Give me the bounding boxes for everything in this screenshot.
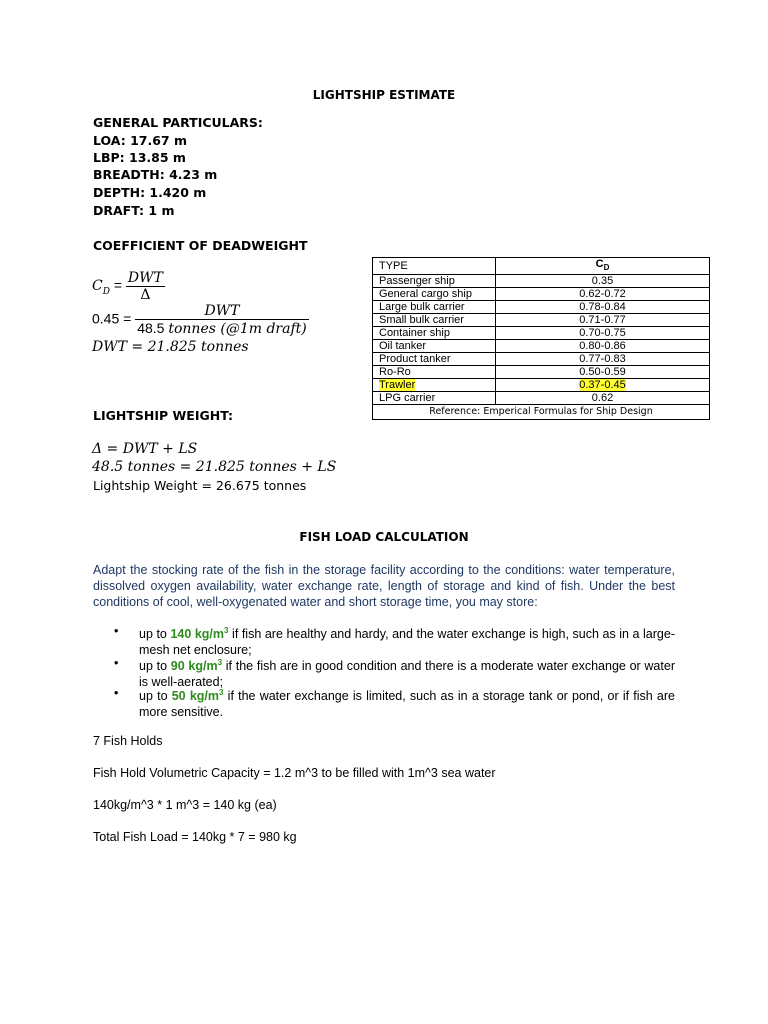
ship-type-cell: Container ship bbox=[373, 327, 496, 340]
bullet-icon: • bbox=[114, 686, 119, 700]
list-item bbox=[93, 623, 675, 658]
table-row bbox=[373, 288, 710, 301]
breadth-line: BREADTH: 4.23 m bbox=[93, 167, 218, 182]
ship-type-cell: General cargo ship bbox=[373, 288, 496, 301]
cd-value-cell: 0.78-0.84 bbox=[496, 301, 710, 314]
page-title: LIGHTSHIP ESTIMATE bbox=[312, 88, 456, 102]
cd-value-cell: 0.62 bbox=[496, 392, 710, 405]
cd-denominator: Δ bbox=[126, 286, 165, 303]
depth-line: DEPTH: 1.420 m bbox=[93, 185, 207, 200]
table-row bbox=[373, 301, 710, 314]
dwt-formula: 0.45 = $\frac{\text{DWT}}{\text{48.5 tonnes (@1m draft)}}$ bbox=[92, 303, 307, 337]
highlighted-text: Trawler bbox=[379, 379, 416, 392]
cd-value-cell: 0.80-0.86 bbox=[496, 340, 710, 353]
cd-value-cell: 0.70-0.75 bbox=[496, 327, 710, 340]
cd-header: $C_D$ bbox=[496, 258, 710, 275]
ship-type-cell: Product tanker bbox=[373, 353, 496, 366]
highlighted-text: 0.37-0.45 bbox=[579, 379, 626, 392]
dwt-denominator: 48.5 tonnes (@1m draft) bbox=[137, 320, 307, 337]
reference-row bbox=[373, 405, 710, 420]
stocking-rate-value: 140 $kg/m^3$ bbox=[170, 626, 229, 642]
bullet-icon: • bbox=[114, 656, 119, 670]
cd-value-cell bbox=[496, 379, 710, 392]
table-row bbox=[373, 314, 710, 327]
cd-value-cell: 0.77-0.83 bbox=[496, 353, 710, 366]
table-row bbox=[373, 379, 710, 392]
cd-value-cell: 0.50-0.59 bbox=[496, 366, 710, 379]
stocking-rate-value: 90 $kg/m^3$ bbox=[170, 658, 223, 674]
lightship-formula: Δ = DWT + LS bbox=[92, 441, 198, 457]
table-row bbox=[373, 275, 710, 288]
table-header-row bbox=[373, 258, 710, 275]
fish-intro-paragraph: Adapt the stocking rate of the fish in the storage facility according to the conditions: water temperature, dissolved oxygen availability, water exchange rate, length of storage and kind of fish. Under the best conditions of cool, well-oxygenated water and short storage time, you may store: bbox=[93, 563, 675, 609]
ship-type-cell: Oil tanker bbox=[373, 340, 496, 353]
dwt-fraction bbox=[135, 303, 309, 337]
cd-symbol: $C_D$ bbox=[92, 278, 110, 297]
fish-holds-line: 7 Fish Holds bbox=[93, 734, 163, 748]
ship-type-cell: Ro-Ro bbox=[373, 366, 496, 379]
cd-numerator: DWT bbox=[127, 270, 163, 286]
lightship-equation: 48.5 tonnes = 21.825 tonnes + LS bbox=[92, 459, 337, 475]
lbp-line: LBP: 13.85 m bbox=[93, 150, 186, 165]
table-reference: Reference: Emperical Formulas for Ship Design bbox=[373, 405, 710, 420]
cd-value-cell: 0.71-0.77 bbox=[496, 314, 710, 327]
cd-formula: $C_D$ = $\frac{\text{DWT}}{\Delta}$ bbox=[92, 270, 163, 303]
lightship-heading: LIGHTSHIP WEIGHT: bbox=[93, 408, 234, 423]
lightship-result: Lightship Weight = 26.675 tonnes bbox=[93, 478, 307, 493]
table-row bbox=[373, 392, 710, 405]
type-header: TYPE bbox=[373, 258, 496, 275]
hold-capacity-line: Fish Hold Volumetric Capacity = 1.2 m^3 to be filled with 1m^3 sea water bbox=[93, 766, 496, 780]
ship-type-cell: Passenger ship bbox=[373, 275, 496, 288]
ship-type-cell: Large bulk carrier bbox=[373, 301, 496, 314]
cd-value-cell: 0.35 bbox=[496, 275, 710, 288]
list-item bbox=[93, 685, 675, 720]
fish-load-heading: FISH LOAD CALCULATION bbox=[299, 530, 469, 544]
dwt-result: DWT = 21.825 tonnes bbox=[92, 339, 249, 355]
stocking-rate-value: 50 $kg/m^3$ bbox=[171, 688, 224, 704]
total-fish-load-line: Total Fish Load = 140kg * 7 = 980 kg bbox=[93, 830, 297, 844]
per-hold-load-line: 140kg/m^3 * 1 m^3 = 140 kg (ea) bbox=[93, 798, 277, 812]
draft-line: DRAFT: 1 m bbox=[93, 203, 175, 218]
ship-type-cell: LPG carrier bbox=[373, 392, 496, 405]
loa-line: LOA: 17.67 m bbox=[93, 133, 187, 148]
cd-fraction bbox=[126, 270, 165, 303]
ship-type-cell: Small bulk carrier bbox=[373, 314, 496, 327]
bullet-text: up to 50 $kg/m^3$ if the water exchange is limited, such as in a storage tank or pond, or if fish are more sensitive. bbox=[139, 688, 675, 720]
table-row bbox=[373, 366, 710, 379]
bullet-text: up to 140 $kg/m^3$ if fish are healthy and hardy, and the water exchange is high, such as in a large-mesh net enclosure; bbox=[139, 626, 675, 658]
cd-value-cell: 0.62-0.72 bbox=[496, 288, 710, 301]
ship-type-cell bbox=[373, 379, 496, 392]
bullet-icon: • bbox=[114, 624, 119, 638]
dwt-numerator: DWT bbox=[204, 303, 240, 319]
general-particulars-heading: GENERAL PARTICULARS: bbox=[93, 115, 263, 130]
coefficient-heading: COEFFICIENT OF DEADWEIGHT bbox=[93, 238, 308, 253]
table-row bbox=[373, 340, 710, 353]
table-row bbox=[373, 327, 710, 340]
bullet-text: up to 90 $kg/m^3$ if the fish are in good condition and there is a moderate water exchange or water is well-aerated; bbox=[139, 658, 675, 690]
deadweight-coefficient-table bbox=[372, 257, 710, 420]
table-row bbox=[373, 353, 710, 366]
